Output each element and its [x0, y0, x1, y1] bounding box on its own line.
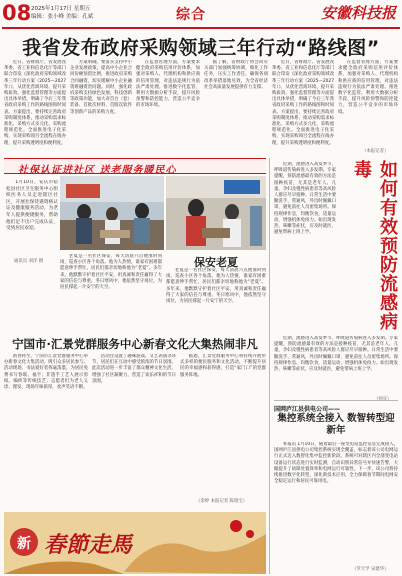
festival-ad-title: 春節走馬 [44, 532, 133, 558]
issue-date: 2025年1月17日 星期五 [31, 6, 91, 12]
party-article-col-3: 据悉，汇景党群服务中心将持续开展形式多样的便民服务和文化活动，不断提升居民的幸福感和获得感，打造“家门口”的党群服务阵地。 [180, 354, 266, 378]
community-photo-right [166, 176, 266, 250]
column-divider [269, 158, 270, 574]
grid-article-body: 本报讯 1月10日，随着最后一座变电站监控信息完成接入，国网庐江县供电公司集控系统实现全覆盖，标志着该公司电网运行正式迈入数智化集中监控新阶段。系统可对辖区内全部变电站设备运行状态进行实时监测，自动识别异常信号并快速告警，大幅提升了故障处置效率和电网运行可靠性。下一步，该公司将持续推进数字化转型，深化新技术应用，全力保障春节期间电网安全稳定运行和居民可靠用电。 [274, 442, 398, 485]
banner-title: 社保认证进社区 送老服务暖民心 [18, 165, 177, 176]
festival-ad [4, 512, 266, 574]
flu-article-col-1: 近期，流感进入高发季节，呼吸道传染病进入多发期。专家提醒，预防流感最有效的方法是接种疫苗，尤其是老年人、儿童、孕妇及慢性病患者等高风险人群应尽早接种。日常生活中要勤洗手、常通风，外出时佩戴口罩，避免前往人员密集场所。保持规律作息，均衡饮食，适量运动，增强机体免疫力。如出现发热、咳嗽等症状，应及时就医，避免带病上班上学。 [274, 162, 336, 236]
flu-article-title: 如何有效预防流感病毒 [351, 160, 398, 331]
community-photo-left [60, 176, 164, 250]
page-header [0, 0, 402, 36]
guard-story-title: 保安老夏 [194, 256, 238, 269]
newspaper-masthead: 安徽科技报 [320, 4, 396, 22]
photo-caption: 1月10日，安庆市宿松县社区卫生服务中心组织医务人员走进辖区社区，开展社保待遇资格认证及健康服务活动，为老年人提供便捷服务，帮助他们足不出户完成认证，受到居民欢迎。 [6, 180, 58, 232]
flu-article-byline [374, 396, 392, 402]
grid-article-title: 集控系统全接入 数智转型迎新年 [277, 413, 395, 436]
photo-banner [4, 158, 266, 174]
party-article-col-2: 活动还设置了趣味游戏、文艺表演等环节，居民们在互动中感受浓浓的节日氛围。此次活动进一步丰富了群众精神文化生活，增强了社区凝聚力，营造了欢乐祥和的节日氛围。 [92, 354, 176, 384]
main-article-col-6: 在监督管理方面，方案要求健全政府采购信用评价体系，加强对采购人、代理机构和供应商的信用管理，对违法违规行为依法严肃处理。推进数字化监管，利用大数据分析手段，提升风险预警和防控能力，营造公平竞争的市场环境。 [338, 60, 398, 115]
main-article-col-5: 近日，省财政厅、省发展改革委、省工业和信息化厅等部门联合印发《深化政府采购领域改革三年行动方案（2025—2027年）》，从优化营商环境、提升采购质效、强化监督管理等方面提出具体举措，明确了今后三年我省政府采购工作的路线图和时间表。方案提出，要持续完善政府采购制度体系，推动采购需求标准化、采购方式多元化、采购流程规范化。全面推进电子化采购，实现采购项目全流程在线办理，提升采购透明度和便利度。 [272, 60, 334, 146]
page-meta [31, 6, 93, 21]
party-article-col-1: 新春将至，宁国市汇景党群服务中心举办新春文化大集活动，吸引众多居民参与。活动现场，书法爱好者挥毫泼墨，为居民免费书写春联、福字；非遗手工艺人展示剪纸、编织等传统技艺；志愿者们为老人义诊、理发，现场年味浓厚，欢声笑语不断。 [4, 354, 88, 391]
editors-line: 编辑：张小峰 美编：孔斌 [31, 13, 94, 20]
party-article-title: 宁国市·汇景党群服务中心新春文化大集热闹非凡 [12, 337, 258, 351]
flu-article-col-2: 近期，流感进入高发季节，呼吸道传染病进入多发期。专家提醒，预防流感最有效的方法是接种疫苗，尤其是老年人、儿童、孕妇及慢性病患者等高风险人群应尽早接种。日常生活中要勤洗手、常通风，外出时佩戴口罩，避免前往人员密集场所。保持规律作息，均衡饮食，适量运动，增强机体免疫力。如出现发热、咳嗽等症状，应及时就医，避免带病上班上学。 [274, 336, 398, 373]
main-article-col-2: 方案明确，要落实支持中小企业发展政策，提高中小企业合同份额预留比例，推进政府采购合同融资，切实缓解中小企业融资难融资贵问题。同时，强化政府采购支持绿色发展、科技创新等政策功能，加大对首台（套）装备、首批次材料、首版次软件等创新产品的采购力度。 [70, 60, 132, 115]
grid-article-byline: （罗天学 宋建华） [352, 567, 389, 572]
main-headline: 我省发布政府采购领域三年行动“路线图” [22, 37, 380, 59]
guard-story-body-left: 老夏是一名社区保安，每天清晨六点便准时到岗，巡查小区各个角落。他为人热情，谁家有困难都愿意伸手帮忙，居民们都亲切地称他为“老夏”。多年来，他默默守护着社区平安，用真诚和责任赢得了大家的信任与尊重。冬日寒风中，他依然坚守岗位，为居民撑起一片安宁的天空。 [60, 254, 162, 291]
page-number: 08 [2, 1, 32, 25]
main-article-col-1: 近日，省财政厅、省发展改革委、省工业和信息化厅等部门联合印发《深化政府采购领域改革三年行动方案（2025—2027年）》，从优化营商环境、提升采购质效、强化监督管理等方面提出具体举措，明确了今后三年我省政府采购工作的路线图和时间表。方案提出，要持续完善政府采购制度体系，推动采购需求标准化、采购方式多元化、采购流程规范化。全面推进电子化采购，实现采购项目全流程在线办理，提升采购透明度和便利度。 [4, 60, 66, 146]
main-article-col-4: 据了解，省财政厅将会同有关部门加强统筹协调，细化工作任务，压实工作责任，确保各项改革举措落地见效，为全省经济社会高质量发展提供有力支撑。 [204, 60, 268, 90]
grid-article-kicker: 国网庐江县供电公司—— [274, 406, 341, 413]
side-divider [274, 400, 398, 401]
festival-ad-prefix: 新 [17, 536, 31, 552]
party-article-byline: （余婷 本报记者 陈瑞宝） [196, 499, 248, 504]
main-article-byline: （本报记者） [362, 149, 389, 154]
main-article-col-3: 在监督管理方面，方案要求健全政府采购信用评价体系，加强对采购人、代理机构和供应商的信用管理，对违法违规行为依法严肃处理。推进数字化监管，利用大数据分析手段，提升风险预警和防控能力，营造公平竞争的市场环境。 [136, 60, 200, 109]
photo-credit: 通讯员 刘洋 摄 [14, 259, 44, 264]
section-title: 综合 [176, 7, 206, 23]
guard-story-body: 老夏是一名社区保安，每天清晨六点便准时到岗，巡查小区各个角落。他为人热情，谁家有困难都愿意伸手帮忙，居民们都亲切地称他为“老夏”。多年来，他默默守护着社区平安，用真诚和责任赢得了大家的信任与尊重。冬日寒风中，他依然坚守岗位，为居民撑起一片安宁的天空。 [166, 268, 266, 305]
header-rule [2, 27, 400, 29]
